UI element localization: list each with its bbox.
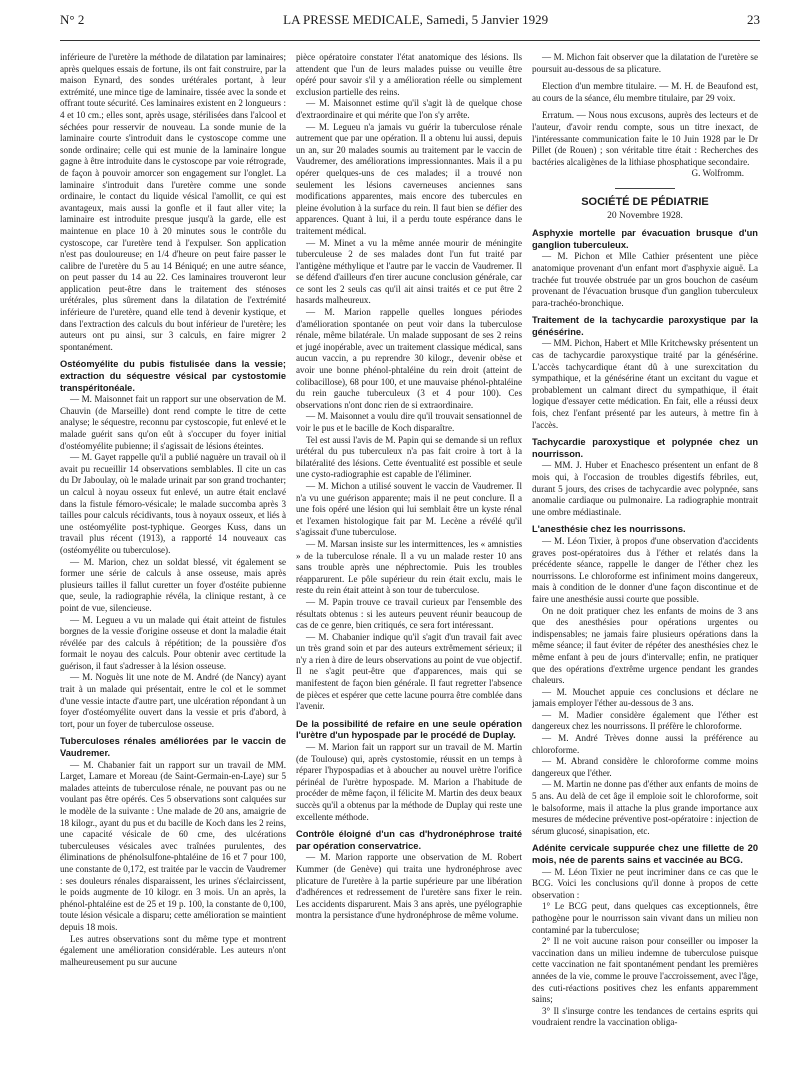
- paragraph: — M. Gayet rappelle qu'il a publié naguère un travail où il avait pu recueillir 14 observations semblables. Il cite un cas du Dr Jaboulay, où le malade urinait par son grand trochanter; un calcul à noyau osseux fut enlevé, un autre était enclavé dans la fistule fémoro-vésicale; le malade succomba après 3 tailles pour calculs récidivants, tous à noyaux osseux, et liés à une ostéomyélite post-typhique. Georges Kuss, dans un travail plus récent (1913), a rapporté 14 nouveaux cas (ostéomyélite ou tuberculose).: [60, 452, 286, 555]
- section-heading: Asphyxie mortelle par évacuation brusque d'un ganglion tuberculeux.: [532, 228, 758, 250]
- paragraph: — M. Maisonnet fait un rapport sur une observation de M. Chauvin (de Marseille) dont rend compte le titre de cette analyse; le séquestre, reconnu par cystoscopie, fut enlevé et le malade guérit sans qu'on eût à s'occuper du foyer initial d'ostéomyélite pubienne; il s'agissait de lésions éteintes.: [60, 394, 286, 451]
- paragraph: — M. Maisonnet a voulu dire qu'il trouvait sensationnel de voir le pus et le bacille de Koch disparaître.: [296, 411, 522, 433]
- paragraph: — M. Papin trouve ce travail curieux par l'ensemble des résultats obtenus : si les auteurs peuvent réunir beaucoup de cas de ce genre, bien critiqués, ce sera fort intéressant.: [296, 596, 522, 631]
- page-number: 23: [746, 12, 760, 27]
- paragraph: — M. André Trèves donne aussi la préférence au chloroforme.: [532, 733, 758, 755]
- paragraph: — M. Legueu a vu un malade qui était atteint de fistules borgnes de la vessie d'origine osseuse et dont la maladie était révélée par des calculs à répétition; de la poussière d'os formait le noyau des calculs. Pour obtenir avec certitude la guérison, il faut s'adresser à la lésion osseuse.: [60, 614, 286, 671]
- paragraph: — M. Minet a vu la même année mourir de méningite tuberculeuse 2 de ses malades dont l'un fut traité par l'antigène méthylique et l'autre par le vaccin de Vaudremer. Il se défend d'ailleurs d'en tirer aucune conclusion générale, car ce sont les 2 seuls cas qu'il ait ainsi traités et ce put être 2 hasards malheureux.: [296, 237, 522, 306]
- section-heading: Tachycardie paroxystique et polypnée chez un nourrisson.: [532, 437, 758, 459]
- paragraph: — M. Chabanier indique qu'il s'agit d'un travail fait avec un très grand soin et par des auteurs extrêmement sérieux; il n'y a rien à dire de leurs observations au point de vue objectif. Il ne s'agit peut-être que d'apparences, mais qui se manifestent de façon bien générale. Il faut regretter l'absence de pièces et espérer que cette lacune pourra être comblée dans l'avenir.: [296, 631, 522, 712]
- paragraph: — M. Michon a utilisé souvent le vaccin de Vaudremer. Il n'a vu une guérison apparente; mais il ne peut conclure. Il a une fois opéré une lésion qui lui semblait être un kyste rénal et l'examen histologique fait par M. Lecène a révélé qu'il s'agissait d'une tuberculose.: [296, 480, 522, 538]
- paragraph: Election d'un membre titulaire. — M. H. de Beaufond est, au cours de la séance, élu membre titulaire, par 29 voix.: [532, 81, 758, 103]
- paragraph: Tel est aussi l'avis de M. Papin qui se demande si un reflux urétéral du pus tuberculeux n'a pas fait croire à tort à la bilatéralité des lésions. Cette éventualité est possible et seule une cysto-radiographie est capable de l'éliminer.: [296, 434, 522, 480]
- paragraph: 1° Le BCG peut, dans quelques cas exceptionnels, être pathogène pour le nourrisson sain vivant dans un milieu non contaminé par la tuberculose;: [532, 901, 758, 935]
- section-heading: Tuberculoses rénales améliorées par le vaccin de Vaudremer.: [60, 736, 286, 759]
- paragraph: Erratum. — Nous nous excusons, auprès des lecteurs et de l'auteur, d'avoir rendu compte, sous un titre inexact, de l'intéressante communication faite le 10 Juin 1928 par le Dr Pillet (de Rouen) ; son véritable titre était : Recherches des bactéries alcaligènes de la lithiase phosphatique secondaire.: [532, 110, 758, 167]
- paragraph: — M. Abrand considère le chloroforme comme moins dangereux que l'éther.: [532, 756, 758, 778]
- paragraph: — M. Legueu n'a jamais vu guérir la tuberculose rénale autrement que par une opération. Il a obtenu lui aussi, depuis un an, sur 20 malades soumis au traitement par le vaccin de Vaudremer, des améliorations impressionnantes. Mais il a pu opérer quelques-uns de ces malades; il a trouvé non seulement les lésions caverneuses anciennes sans modifications apparentes, mais encore des tubercules en pleine évolution à la surface du rein. Il faut bien se défier des apparences. Quant à lui, il a perdu toute espérance dans le traitement médical.: [296, 121, 522, 236]
- section-heading: Traitement de la tachycardie paroxystique par la génésérine.: [532, 315, 758, 337]
- issue-number: N° 2: [60, 12, 85, 27]
- section-heading: Adénite cervicale suppurée chez une fillette de 20 mois, née de parents sains et vaccinée au BCG.: [532, 843, 758, 865]
- paragraph: — M. Martin ne donne pas d'éther aux enfants de moins de 5 ans. Au delà de cet âge il emploie soit le chloroforme, soit le balsoforme, mais il attache la plus grande importance aux mesures de médecine préventive post-opératoire : injection de sérum glucosé, sinapisation, etc.: [532, 779, 758, 836]
- paragraph: — M. Maisonnet estime qu'il s'agit là de quelque chose d'extraordinaire et qui mérite que l'on s'y arrête.: [296, 98, 522, 120]
- paragraph: — MM. Pichon, Habert et Mlle Kritchewsky présentent un cas de tachycardie paroxystique traité par la génésérine. L'accès tachycardique étant dû à une surexcitation du sympathique, et la génésérine étant un excitant du vague et probablement un calmant direct du sympathique, il était logique d'essayer cette médication. En fait, elle a réussi deux fois, chez l'enfant présenté par les auteurs, à mettre fin à l'accès.: [532, 338, 758, 430]
- paragraph: — M. Léon Tixier, à propos d'une observation d'accidents graves post-opératoires dus à l'éther et relatés dans la précédente séance, rappelle le danger de l'éther chez les nourrissons. Le chloroforme est infiniment moins dangereux, mais à condition de le donner d'une façon discontinue et de faire une anesthésie aussi courte que possible.: [532, 535, 758, 604]
- paragraph: — M. Chabanier fait un rapport sur un travail de MM. Larget, Lamare et Moreau (de Saint-Germain-en-Laye) sur 5 malades atteints de tuberculose rénale, ne pouvant pas ou ne voulant pas être opérés. Ces 5 observations sont calquées sur le modèle de la suivante : Une malade de 20 ans, amaigrie de 18 kilogr., ayant du pus et du bacille de Koch dans les 2 reins, une capacité vésicale de 60 cme, des ulcérations tuberculeuses vésicales avec traînées purulentes, des éliminations de phénolsulfone-phtaléine de 16 et 7 pour 100, une constante de 0,172, est traitée par le vaccin de Vaudremer : ses douleurs rénales disparaissent, les urines s'éclaircissent, le poids augmente de 10 kilogr. en 3 mois. Un an après, la phénol-phtaléine est de 25 et 19 p. 100, la constante de 0,100, toute lésion vésicale a disparu; cette amélioration se maintient depuis 18 mois.: [60, 759, 286, 932]
- section-heading: De la possibilité de refaire en une seule opération l'urètre d'un hypospade par le procédé de Duplay.: [296, 718, 522, 741]
- session-date: 20 Novembre 1928.: [607, 210, 683, 221]
- section-heading: Contrôle éloigné d'un cas d'hydronéphrose traité par opération conservatrice.: [296, 829, 522, 851]
- paragraph: — M. Mouchet appuie ces conclusions et déclare ne jamais employer l'éther au-dessous de 3 ans.: [532, 686, 758, 709]
- paragraph: 2° Il ne voit aucune raison pour conseiller ou imposer la vaccination dans un milieu indemne de tuberculose puisque cette vaccination ne fait spontanément pendant les premières années de la vie, comme le prouve l'accroissement, avec l'âge, des cuti-réactions positives chez les enfants apparemment sains;: [532, 936, 758, 1005]
- paragraph: — M. Michon fait observer que la dilatation de l'uretère se poursuit au-dessous de sa plicature.: [532, 52, 758, 74]
- paragraph: — M. Marion, chez un soldat blessé, vit également se former une série de calculs à anse osseuse, mais après plusieurs tailles il fallut curetter un foyer d'ostéite pubienne que, seule, la radiographie révéla, la clinique restant, à ce point de vue, silencieuse.: [60, 556, 286, 613]
- article-columns: [60, 52, 762, 1072]
- page-header: [60, 0, 760, 41]
- paragraph: — M. Marion rappelle quelles longues périodes d'amélioration spontanée on peut voir dans la tuberculose rénale, même bilatérale. Un malade supposant de ses 2 reins et jugé inopérable, avec un traitement classique médical, sans aucun vaccin, a pu reprendre 30 kilogr., devenir obèse et avoir une bonne phénol-phtaléine du rein droit (atteint de colibacillose), 68 pour 100, et une mauvaise phénol-phtaléine du rein gauche tuberculeux (3 et 4 pour 100). Ces observations n'ont donc rien de si extraordinaire.: [296, 307, 522, 410]
- column-2: [296, 52, 522, 1072]
- paragraph: 3° Il s'insurge contre les tendances de certains esprits qui voudraient rendre la vaccination obliga-: [532, 1005, 758, 1028]
- paragraph: — M. Marsan insiste sur les intermittences, les « amnisties » de la tuberculose rénale. Il a vu un malade rester 10 ans sans trouble après une néphrectomie. Puis les troubles réapparurent. Le pôle supérieur du rein était exclu, mais le reste du rein était atteint à son tour de tuberculose.: [296, 538, 522, 596]
- section-heading: L'anesthésie chez les nourrissons.: [532, 524, 686, 535]
- paragraph: — M. Marion rapporte une observation de M. Robert Kummer (de Genève) qui traita une hydronéphrose avec plicature de l'uretère à la partie supérieure par une libération d'adhérences et redressement de l'uretère sans fixer le rein. Les accidents disparurent. Mais 3 ans après, une pyélographie montra la persistance d'une hydronéphrose de même volume.: [296, 852, 522, 921]
- column-1: [60, 52, 286, 1072]
- paragraph: — M. Marion fait un rapport sur un travail de M. Martin (de Toulouse) qui, après cystostomie, réussit en un temps à réparer l'hypospadias et à aboucher au nouvel urètre l'orifice périnéal de l'urètre hypospade. M. Marion a l'habitude de procéder de même façon, il félicite M. Martin des deux beaux succès qu'il a obtenus par la méthode de Duplay qui reste une excellente méthode.: [296, 742, 522, 822]
- section-heading: Ostéomyélite du pubis fistulisée dans la vessie; extraction du séquestre vésical par cystostomie transpéritonéale.: [60, 359, 286, 393]
- paragraph: — MM. J. Huber et Enachesco présentent un enfant de 8 mois qui, à l'occasion de troubles digestifs fébriles, eut, durant 5 jours, des crises de tachycardie avec polypnée, sans anomalie cardiaque ou pulmonaire. La radiographie montrait une ombre médiastinale.: [532, 460, 758, 517]
- paragraph: inférieure de l'uretère la méthode de dilatation par laminaires; après quelques essais de fortune, ils ont fait construire, par la maison Eynard, des sondes urétérales portant, à leur extrémité, une mince tige de laminaire, tissée avec la sonde et offrant toute sécurité. Ces laminaires existent en 2 longueurs : 4 et 10 cm.; elles sont, après usage, stérilisées dans l'alcool et séchées pour resservir de nouveau. La sonde munie de la laminaire courte s'introduit dans le cystoscope comme une sonde ordinaire; celle qui est munie de la laminaire longue gagne à être introduite dans le cystoscope par voie rétrograde, de façon à pouvoir amorcer son engagement sur l'onglet. La laminaire s'introduit dans l'uretère comme une sonde ordinaire, le contact du liquide vésical l'amollit, ce qui est avantageux, mais aussi la gonfle et il faut aller vite; la laminaire est introduite presque jusqu'à la garde, elle est maintenue en place 10 à 20 minutes sous le contrôle du cystoscope, car l'uretère tend à l'expulser. Son application n'est pas douloureuse; en 1/4 d'heure on peut faire passer le calibre de l'uretère du 5 au 14 Béniqué; en une autre séance, on peut passer du 14 au 22. Ces laminaires trouveront leur application peut-être dans le traitement des sténoses urétérales, plus sûrement dans la dilatation de l'extrémité inférieure de l'uretère, quand elle tend à devenir kystique, et dans l'extraction des calculs du bout inférieur de l'uretère; les auteurs ont pu ainsi, sur 3 calculs, en faire migrer 2 spontanément.: [60, 52, 286, 352]
- paragraph: Les autres observations sont du même type et montrent également une amélioration considérable. Les auteurs n'ont malheureusement pu sur aucune: [60, 933, 286, 967]
- paragraph: — M. Léon Tixier ne peut incriminer dans ce cas que le BCG. Voici les conclusions qu'il donne à propos de cette observation :: [532, 866, 758, 900]
- journal-title: LA PRESSE MEDICALE, Samedi, 5 Janvier 1929: [283, 12, 549, 27]
- paragraph: pièce opératoire constater l'état anatomique des lésions. Ils attendent que l'un de leurs malades puisse ou veuille être opéré pour savoir s'il y a amélioration réelle ou simplement exclusion partielle des reins.: [296, 52, 522, 97]
- divider: [615, 188, 675, 189]
- paragraph: — M. Pichon et Mlle Cathier présentent une pièce anatomique provenant d'un enfant mort d'asphyxie aiguë. La trachée fut trouvée obstruée par un gros bouchon de caséum provenant de l'évacuation brusque d'un ganglion tuberculeux para-trachéo-bronchique.: [532, 251, 758, 308]
- paragraph: On ne doit pratiquer chez les enfants de moins de 3 ans que des anesthésies pour opérations urgentes ou indispensables; ne jamais faire plusieurs opérations dans la même séance; il faut éviter de répéter des anesthésies chez le même enfant à peu de jours d'intervalle; enfin, ne pratiquer que des opérations d'extrême urgence pendant les grandes chaleurs.: [532, 605, 758, 686]
- society-title: SOCIÉTÉ DE PÉDIATRIE: [581, 195, 709, 208]
- paragraph: — M. Noguès lit une note de M. André (de Nancy) ayant trait à un malade qui présentait, entre le col et le sommet d'une vessie intacte d'autre part, une ulcération répondant à un foyer d'ostéomyélite ouvert dans la vessie et pris d'abord, à tort, pour un foyer de tuberculose osseuse.: [60, 672, 286, 729]
- paragraph: — M. Madier considère également que l'éther est dangereux chez les nourrissons. Il préfère le chloroforme.: [532, 709, 758, 732]
- author-signature: G. Wolfromm.: [691, 168, 744, 179]
- column-3: [532, 52, 758, 1072]
